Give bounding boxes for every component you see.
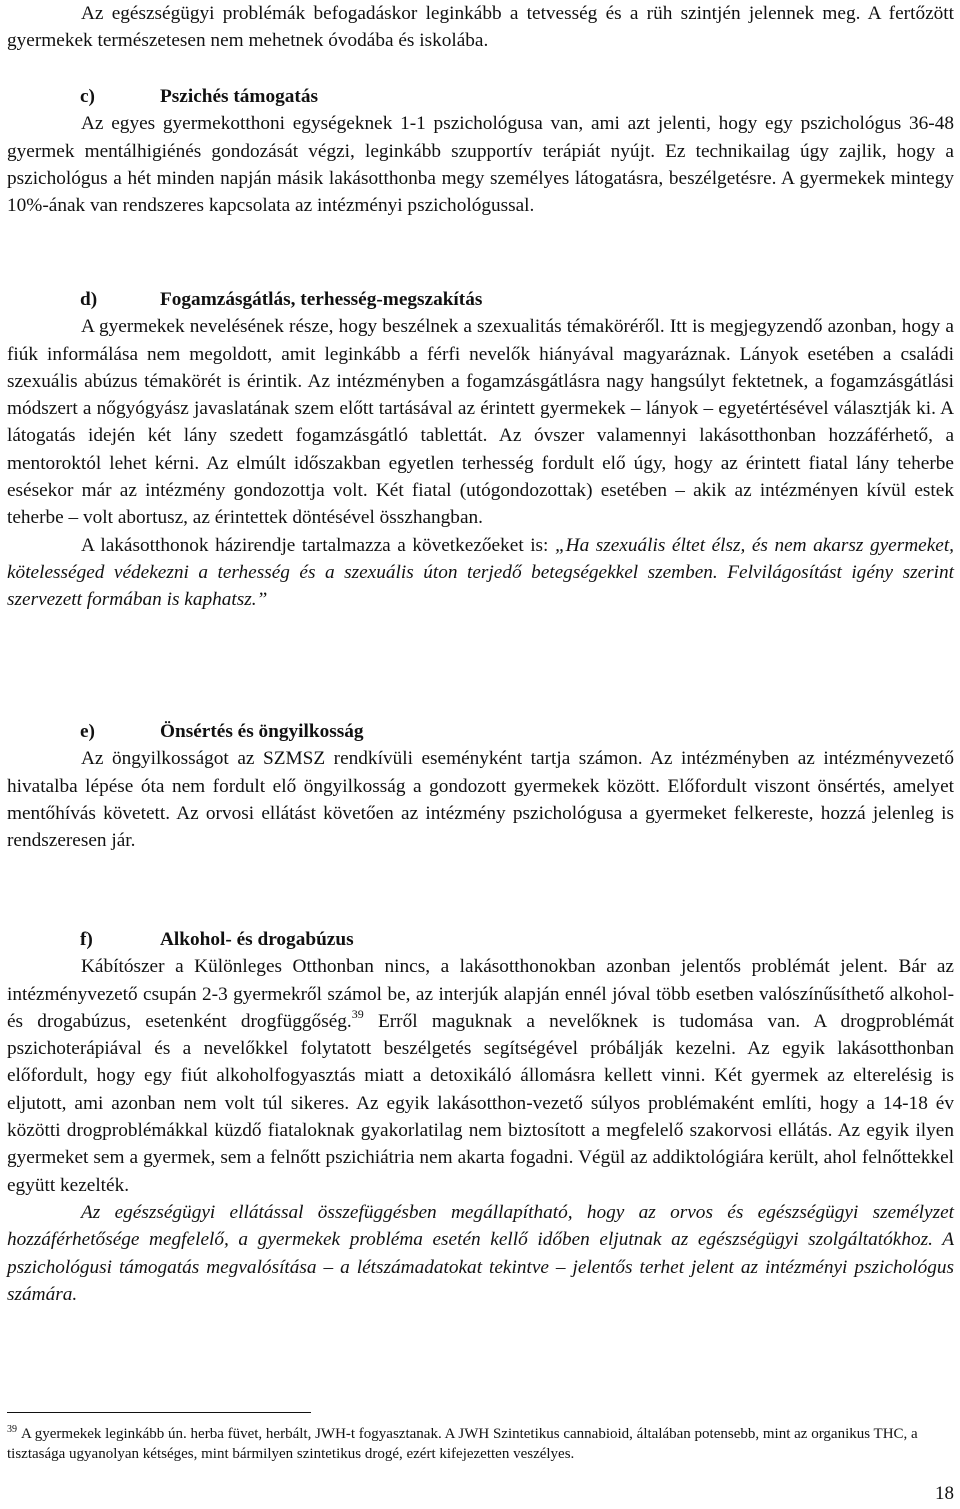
footnote-text: A gyermekek leginkább ún. herba füvet, herbált, JWH-t fogyasztanak. A JWH Szintetikus cannabioid, általában potensebb, mint az organikus THC, a tisztasága ugyanolyan kétséges, mint bármilyen szintetikus drogé, ezért kifejezetten veszélyes. — [7, 1426, 918, 1462]
footnote-divider — [7, 1412, 311, 1413]
footnote-number: 39 — [7, 1424, 17, 1435]
section-body: Az öngyilkosságot az SZMSZ rendkívüli eseményként tartja számon. Az intézményben az intézményvezető hivatalba lépése óta nem fordult elő öngyilkosság a gondozott gyermekek között. Előfordult viszont önsértés, amelyet mentőhívás követett. Az orvosi ellátást követően az intézmény pszichológusa a gyermeket felkereste, hozzá jelenleg is rendszeresen jár. — [7, 748, 954, 852]
footnote-reference[interactable]: 39 — [351, 1006, 364, 1021]
intro-paragraph: Az egészségügyi problémák befogadáskor leginkább a tetvesség és a rüh szintjén jelennek meg. A fertőzött gyermekek természetesen nem mehetnek óvodába és iskolába. — [7, 3, 954, 52]
intro-block — [7, 0, 954, 55]
section-body: Az egyes gyermekotthoni egységeknek 1-1 pszichológusa van, ami azt jelenti, hogy egy pszichológus 36-48 gyermek mentálhigiénés gondozását végzi, leginkább szupportív terápiát nyújt. Ez technikailag úgy zajlik, hogy a pszichológus a hét minden napján másik lakásotthonba megy személyes látogatásra, beszélgetésre. A gyermekek mintegy 10%-ának van rendszeres kapcsolata az intézményi pszichológussal. — [7, 113, 954, 217]
page-number: 18 — [935, 1483, 954, 1504]
house-rules-intro: A lakásotthonok házirendje tartalmazza a következőeket is: — [81, 534, 555, 556]
section-title: Pszichés támogatás — [160, 86, 318, 107]
section-label: d) — [80, 289, 98, 310]
section-alcohol-drugs — [7, 926, 954, 1308]
section-title: Fogamzásgátlás, terhesség-megszakítás — [160, 289, 483, 310]
footnote — [7, 1420, 954, 1464]
section-heading — [7, 83, 954, 110]
conclusion-paragraph: Az egészségügyi ellátással összefüggésben megállapítható, hogy az orvos és egészségügyi személyzet hozzáférhetősége megfelelő, a gyermekek probléma esetén kellő időben eljutnak az egészségügyi szolgáltatókhoz. A pszichológusi támogatás megvalósítása – a létszámadatokat tekintve – jelentős terhet jelent az intézményi pszichológus számára. — [7, 1201, 954, 1305]
house-rules-quote: „Ha szexuális éltet élsz, és nem akarsz gyermeket, kötelességed védekezni a terhesség és a szexuális úton terjedő betegségekkel szemben. Felvilágosítást igény szerint szervezett formában is kaphatsz.” — [7, 534, 954, 611]
section-psychological-support — [7, 83, 954, 219]
section-title: Alkohol- és drogabúzus — [160, 929, 354, 950]
body-part-2: Erről maguknak a nevelőknek is tudomása van. A drogproblémát pszichoterápiával és a nevelőkkel folytatott beszélgetés segítségével próbálják kezelni. Az egyik lakásotthonban előfordult, hogy egy fiút alkoholfogyasztás miatt a detoxikáló állomásra kellett vinni. Két gyermek az elterelésig is eljutott, ami azonban nem volt túl sikeres. Az egyik lakásotthon-vezető súlyos problémaként említi, hogy a 14-18 év közötti drogproblémákkal küzdő fiataloknak gyakorlatilag nem biztosított a megfelelő szakorvosi ellátás. Az egyik ilyen gyermeket sem a gyermek, sem a felnőtt pszichiátria nem akarta fogadni. Végül az addiktológiára került, ahol felnőttekkel együtt kezelték. — [7, 1010, 954, 1196]
section-label: e) — [80, 721, 95, 742]
section-heading — [7, 926, 954, 953]
section-heading — [7, 286, 954, 313]
section-self-harm — [7, 718, 954, 854]
section-body — [7, 953, 954, 1199]
body-part-1: Kábítószer a Különleges Otthonban nincs, a lakásotthonokban azonban jelentős problémát jelent. Bár az intézményvezető csupán 2-3 gyermekről számol be, az interjúk alapján ennél jóval több esetben valószínűsíthető alkohol- és drogabúzus, esetenként drogfüggőség. — [7, 956, 954, 1032]
section-heading — [7, 718, 954, 745]
section-label: f) — [80, 929, 93, 950]
house-rules-paragraph — [7, 532, 954, 614]
section-title: Önsértés és öngyilkosság — [160, 721, 364, 742]
section-label: c) — [80, 86, 95, 107]
section-body: A gyermekek nevelésének része, hogy beszélnek a szexualitás témaköréről. Itt is megjegyzendő azonban, hogy a fiúk informálása nem megoldott, amit leginkább a férfi nevelők hiányával magyaráznak. Lányok esetében a családi szexuális abúzus témakörét is érintik. Az intézményben a fogamzásgátlásra nagy hangsúlyt fektetnek, a fogamzásgátlási módszert a nőgyógyász javaslatának szem előtt tartásával az érintett gyermekek – lányok – egyetértésével választják ki. A látogatás idején két lány szedett fogamzásgátló tablettát. Az óvszer valamennyi lakásotthonban hozzáférhető, a mentoroktól lehet kérni. Az elmúlt időszakban egyetlen terhesség fordult elő úgy, hogy az érintett fiatal lány teherbe esésekor már az intézmény gondozottja volt. Két fiatal (utógondozottak) esetében – akik az intézményen kívül estek teherbe – volt abortusz, az érintettek döntésével összhangban. — [7, 316, 954, 529]
section-contraception — [7, 286, 954, 614]
